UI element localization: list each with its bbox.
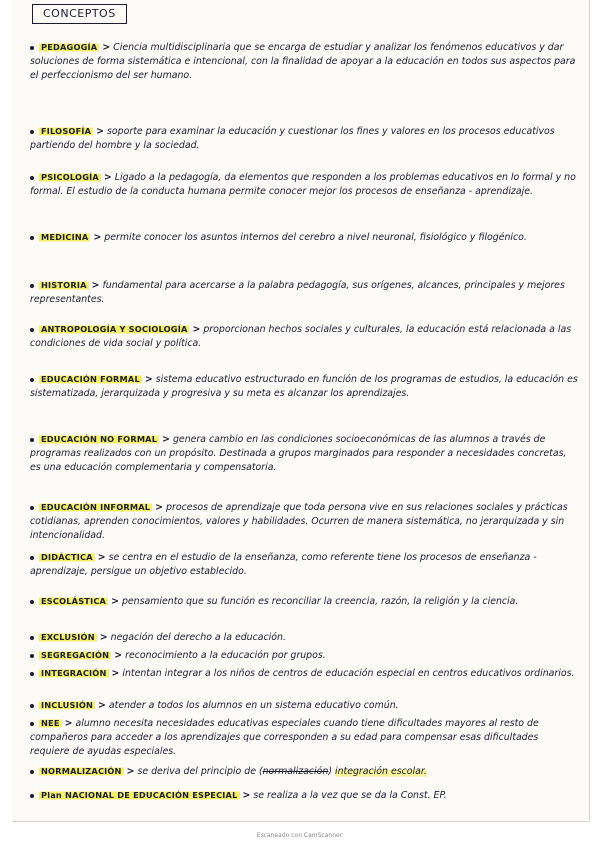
entry-plan-nacional: [30, 788, 578, 803]
entry-integracion: [30, 666, 578, 681]
entry-text: pensamiento que su función es reconciliar la creencia, razón, la religión y la ciencia.: [121, 596, 519, 607]
bullet-icon: [30, 556, 34, 560]
arrow-icon: >: [126, 766, 135, 777]
entry-text: procesos de aprendizaje que toda persona vive en sus relaciones sociales y prácticas cotidianas, aprenden conocimientos, valores y habilidades. Ocurren de manera sistemática, no jerarquizada y sin intencionalidad.: [30, 502, 568, 542]
arrow-icon: >: [64, 718, 73, 729]
arrow-icon: >: [97, 552, 106, 563]
bullet-icon: [30, 794, 34, 798]
entry-term: EDUCACIÓN NO FORMAL: [41, 434, 158, 444]
bullet-icon: [30, 636, 34, 640]
entry-text: proporcionan hechos sociales y culturales, la educación está relacionada a las condiciones de vida social y política.: [30, 324, 572, 350]
scanner-watermark: Escaneado con CamScanner: [256, 832, 343, 839]
entry-text: fundamental para acercarse a la palabra pedagogía, sus orígenes, alcances, principales y mejores representantes.: [30, 280, 565, 306]
entry-educacion-formal: [30, 372, 578, 401]
entry-term: INCLUSIÓN: [41, 700, 94, 710]
entry-term: EDUCACIÓN FORMAL: [41, 374, 140, 384]
arrow-icon: >: [144, 374, 153, 385]
bullet-icon: [30, 176, 34, 180]
bullet-icon: [30, 328, 34, 332]
entry-term: DIDÁCTICA: [41, 552, 93, 562]
entry-psicologia: [30, 170, 578, 199]
arrow-icon: >: [96, 126, 105, 137]
bullet-icon: [30, 46, 34, 50]
bullet-icon: [30, 600, 34, 604]
entry-educacion-informal: [30, 500, 578, 544]
struck-word: normalización: [262, 766, 329, 777]
entry-text: Ciencia multidisciplinaria que se encarga de estudiar y analizar los fenómenos educativos y dar soluciones de forma sistemática e intencional, con la finalidad de apoyar a la educación en todos sus aspectos para el perfeccionismo del ser humano.: [30, 42, 576, 82]
entry-segregacion: [30, 648, 578, 663]
entry-term: NORMALIZACIÓN: [41, 766, 122, 776]
entry-term: PEDAGOGÍA: [41, 42, 98, 52]
bullet-icon: [30, 672, 34, 676]
arrow-icon: >: [192, 324, 201, 335]
arrow-icon: >: [99, 632, 108, 643]
entry-medicina: [30, 230, 578, 245]
arrow-icon: >: [93, 232, 102, 243]
entry-term: SEGREGACIÓN: [41, 650, 110, 660]
entry-text: sistema educativo estructurado en función de los programas de estudios, la educación es sistematizada, jerarquizada y progresiva y su meta es alcanzar los aprendizajes.: [30, 374, 578, 400]
arrow-icon: >: [114, 650, 123, 661]
entry-text: genera cambio en las condiciones socioeconómicas de las alumnos a través de programas realizados con un propósito. Destinada a grupos marginados para responder a necesidades concretas, es una educación complementaria y compensatoria.: [30, 434, 567, 474]
entry-text: reconocimiento a la educación por grupos.: [125, 650, 326, 661]
entry-text: se centra en el estudio de la enseñanza, como referente tiene los procesos de enseñanza - aprendizaje, persigue un objetivo establecido.: [30, 552, 537, 578]
entry-antropologia-sociologia: [30, 322, 578, 351]
bullet-icon: [30, 704, 34, 708]
bullet-icon: [30, 506, 34, 510]
entry-text: negación del derecho a la educación.: [110, 632, 286, 643]
entry-exclusion: [30, 630, 578, 645]
entry-term: HISTORIA: [41, 280, 87, 290]
notebook-page: [12, 0, 590, 822]
entry-text: alumno necesita necesidades educativas especiales cuando tiene dificultades mayores al resto de compañeros para acceder a los aprendizajes que corresponden a su edad para compensar esas dificultades requiere de ayudas especiales.: [30, 718, 539, 758]
entry-educacion-no-formal: [30, 432, 578, 476]
entry-normalizacion: NORMALIZACIÓN > se deriva del principio de (normalización) integración escolar.: [30, 764, 578, 779]
entry-term: NEE: [41, 718, 60, 728]
bullet-icon: [30, 130, 34, 134]
entry-term: FILOSOFÍA: [41, 126, 92, 136]
entry-term: MEDICINA: [41, 232, 89, 242]
arrow-icon: >: [162, 434, 170, 445]
entry-text: permite conocer los asuntos internos del cerebro a nivel neuronal, fisiológico y filogénico.: [104, 232, 527, 243]
entry-pedagogia: [30, 40, 578, 84]
entry-term: Plan NACIONAL DE EDUCACIÓN ESPECIAL: [41, 790, 238, 800]
arrow-icon: >: [111, 596, 119, 607]
arrow-icon: >: [98, 700, 106, 711]
entry-term: ESCOLÁSTICA: [41, 596, 107, 606]
entry-term: EXCLUSIÓN: [41, 632, 95, 642]
arrow-icon: >: [155, 502, 164, 513]
bullet-icon: [30, 722, 34, 726]
entry-term: ANTROPOLOGÍA Y SOCIOLOGÍA: [41, 324, 188, 334]
entry-term: EDUCACIÓN INFORMAL: [41, 502, 151, 512]
entry-term: INTEGRACIÓN: [41, 668, 107, 678]
entry-text: se realiza a la vez que se da la Const. EP.: [253, 790, 447, 801]
page-title: CONCEPTOS: [32, 4, 127, 24]
entry-term: PSICOLOGÍA: [41, 172, 99, 182]
arrow-icon: >: [111, 668, 120, 679]
entry-text: soporte para examinar la educación y cuestionar los fines y valores en los procesos educativos partiendo del hombre y la sociedad.: [30, 126, 555, 152]
entry-historia: [30, 278, 578, 307]
bullet-icon: [30, 770, 34, 774]
entry-nee: [30, 716, 578, 760]
entry-inclusion: [30, 698, 578, 713]
arrow-icon: >: [103, 172, 112, 183]
arrow-icon: >: [242, 790, 251, 801]
bullet-icon: [30, 378, 34, 382]
entry-didactica: [30, 550, 578, 579]
entry-text: intentan integrar a los niños de centros de educación especial en centros educativos ordinarios.: [122, 668, 575, 679]
entry-filosofia: [30, 124, 578, 153]
entry-text: Ligado a la pedagogía, da elementos que responden a los problemas educativos en lo formal y no formal. El estudio de la conducta humana permite conocer mejor los procesos de enseñanza - aprendizaje.: [30, 172, 576, 198]
bullet-icon: [30, 284, 34, 288]
entry-text-before: se deriva del principio de: [137, 766, 256, 777]
bullet-icon: [30, 654, 34, 658]
bullet-icon: [30, 438, 34, 442]
bullet-icon: [30, 236, 34, 240]
arrow-icon: >: [102, 42, 111, 53]
entry-text-after: integración escolar.: [334, 766, 427, 777]
entry-text: atender a todos los alumnos en un sistema educativo común.: [108, 700, 399, 711]
entry-escolastica: [30, 594, 578, 609]
arrow-icon: >: [91, 280, 100, 291]
